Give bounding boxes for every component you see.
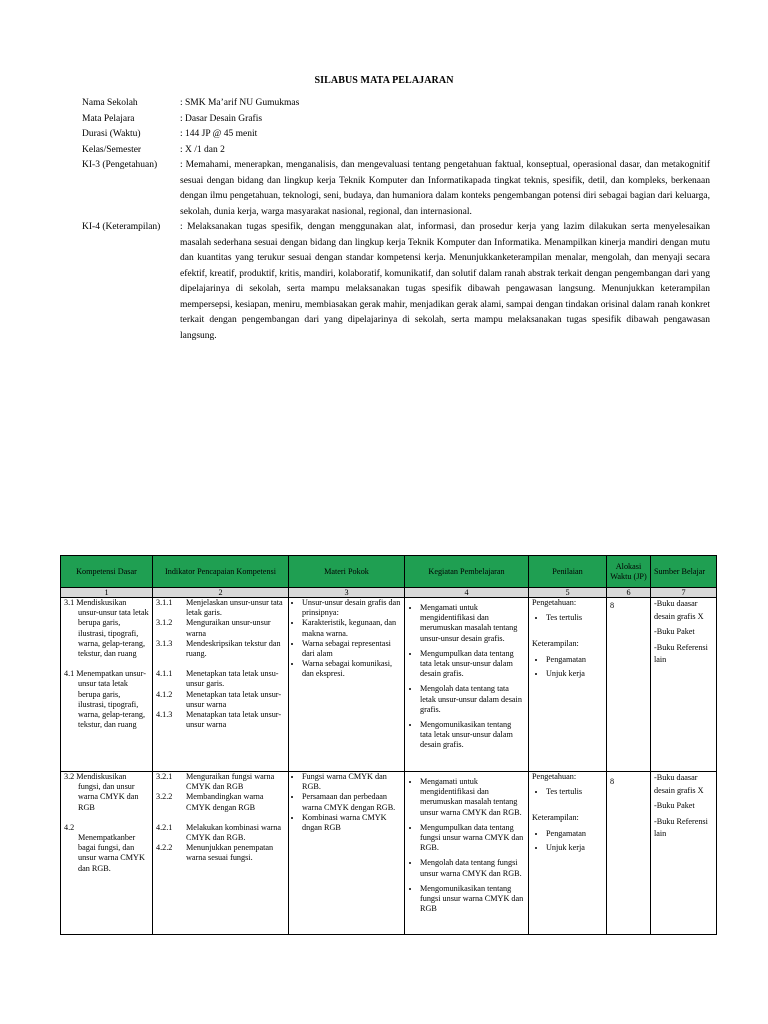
kegiatan-item: • Mengumpulkan data tentang tata letak unsur-unsur dalam desain grafis. bbox=[420, 649, 525, 680]
indikator-number: 3.2.2 bbox=[156, 792, 173, 802]
table-header-row bbox=[61, 556, 717, 588]
kegiatan-item: • Mengumpulkan data tentang fungsi unsur warna CMYK dan RGB. bbox=[420, 823, 525, 854]
header-cell: Sumber Belajar bbox=[651, 556, 717, 588]
syllabus-table bbox=[60, 555, 717, 935]
table-row bbox=[61, 598, 717, 772]
column-number: 1 bbox=[61, 588, 153, 598]
indikator-text: Menunjukkan penempatan warna sesuai fungsi. bbox=[186, 843, 274, 863]
penilaian-item: • Unjuk kerja bbox=[546, 843, 603, 853]
indikator-number: 4.2.1 bbox=[156, 822, 173, 832]
alokasi-value: 8 bbox=[610, 777, 615, 786]
kegiatan-item: • Mengamati untuk mengidentifikasi dan merumuskan masalah tentang unsur-unsur desain grafis. bbox=[420, 603, 525, 644]
info-label: Kelas/Semester bbox=[82, 144, 142, 155]
penilaian-label: Keterampilan: bbox=[532, 813, 579, 823]
materi-pokok-cell bbox=[289, 598, 405, 772]
indikator-text: Menguraikan fungsi warna CMYK dan RGB bbox=[186, 772, 275, 792]
indikator-text: Menjelaskan unsur-unsur tata letak garis. bbox=[186, 598, 283, 618]
indikator-number: 4.1.2 bbox=[156, 689, 173, 699]
sumber-item: -Buku daasar desain grafis X bbox=[654, 773, 704, 795]
header-cell: Alokasi Waktu (JP) bbox=[607, 556, 651, 588]
info-label: Durasi (Waktu) bbox=[82, 129, 141, 139]
penilaian-cell bbox=[529, 598, 607, 772]
kd-item: 3.1 Mendiskusikan unsur-unsur tata letak berupa garis, ilustrasi, tipografi, warna, gelap-terang, tekstur, dan ruang bbox=[64, 598, 149, 659]
info-row-ki4 bbox=[82, 220, 710, 344]
sumber-item: -Buku daasar desain grafis X bbox=[654, 599, 704, 621]
indikator-number: 3.1.2 bbox=[156, 618, 173, 628]
info-value: : Dasar Desain Grafis bbox=[180, 113, 263, 124]
column-number: 3 bbox=[289, 588, 405, 598]
header-cell: Penilaian bbox=[529, 556, 607, 588]
penilaian-cell bbox=[529, 772, 607, 935]
indikator-item bbox=[156, 618, 285, 638]
info-row-class bbox=[82, 143, 710, 159]
indikator-text: Melakukan kombinasi warna CMYK dan RGB. bbox=[186, 822, 282, 843]
alokasi-cell bbox=[607, 598, 651, 772]
alokasi-value: 8 bbox=[610, 601, 615, 610]
info-row-school bbox=[82, 96, 710, 112]
kegiatan-item: • Mengamati untuk mengidentifikasi dan merumuskan masalah tentang unsur warna CMYK dan RGB. bbox=[420, 777, 525, 818]
indikator-text: Mendeskripsikan tekstur dan ruang. bbox=[186, 638, 281, 659]
info-row-subject bbox=[82, 112, 710, 128]
header-cell: Kompetensi Dasar bbox=[61, 556, 153, 588]
indikator-cell bbox=[153, 598, 289, 772]
indikator-text: Menatapkan tata letak unsur-unsur warna bbox=[186, 710, 282, 730]
indikator-item bbox=[156, 823, 285, 843]
indikator-text: Menetapkan tata letak unsu-unsur garis. bbox=[186, 669, 279, 689]
header-cell: Indikator Pencapaian Kompetensi bbox=[153, 556, 289, 588]
materi-item: • Warna sebagai komunikasi, dan ekspresi. bbox=[302, 659, 401, 679]
info-label: KI-3 (Pengetahuan) bbox=[82, 160, 158, 170]
sumber-cell bbox=[651, 598, 717, 772]
header-cell: Kegiatan Pembelajaran bbox=[405, 556, 529, 588]
info-label: KI-4 (Keterampilan) bbox=[82, 222, 161, 232]
info-value: : Melaksanakan tugas spesifik, dengan menggunakan alat, informasi, dan prosedur kerja yang lazim dilakukan serta menyelesaikan masalah sederhana sesuai dengan bidang dan lingkup kerja Teknik Komputer dan Informatika. Menampilkan kinerja mandiri dengan mutu dan kuantitas yang terukur sesuai dengan standar kompetensi kerja. Menunjukkanketerampilan menalar, mengolah, dan menyaji secara efektif, kreatif, produktif, kritis, mandiri, kolaboratif, komunikatif, dan solutif dalam ranah abstrak terkait dengan pengembangan dari yang dipelajarinya di sekolah, serta mampu melaksanakan tugas spesifik dibawah pengawasan langsung. Menunjukkan keterampilan mempersepsi, kesiapan, meniru, membiasakan gerak mahir, menjadikan gerak alami, sampai dengan tindakan orisinal dalam ranah konkret terkait dengan pengembangan dari yang dipelajarinya di sekolah, serta mampu melaksanakan tugas spesifik dibawah pengawasan langsung. bbox=[180, 222, 710, 341]
sumber-item: -Buku Referensi lain bbox=[654, 642, 708, 664]
alokasi-cell bbox=[607, 772, 651, 935]
sumber-cell bbox=[651, 772, 717, 935]
sumber-item: -Buku Paket bbox=[654, 627, 695, 636]
indikator-text: Menetapkan tata letak unsur-unsur warna bbox=[186, 689, 282, 709]
kd-item: 3.2 Mendiskusikan fungsi, dan unsur warna CMYK dan RGB bbox=[64, 772, 139, 812]
indikator-cell bbox=[153, 772, 289, 935]
info-value: : SMK Ma’arif NU Gumukmas bbox=[180, 98, 300, 108]
penilaian-item: • Tes tertulis bbox=[546, 613, 603, 623]
sumber-item: -Buku Paket bbox=[654, 801, 695, 810]
penilaian-item: • Pengamatan bbox=[546, 655, 603, 665]
penilaian-item: • Pengamatan bbox=[546, 829, 603, 839]
materi-item: • Persamaan dan perbedaan warna CMYK dengan RGB. bbox=[302, 792, 401, 812]
materi-pokok-cell bbox=[289, 772, 405, 935]
materi-item: • Fungsi warna CMYK dan RGB. bbox=[302, 772, 401, 792]
indikator-number: 3.1.1 bbox=[156, 598, 173, 607]
indikator-number: 4.2.2 bbox=[156, 843, 173, 853]
column-number: 7 bbox=[651, 588, 717, 598]
header-cell: Materi Pokok bbox=[289, 556, 405, 588]
info-label: Nama Sekolah bbox=[82, 98, 138, 108]
kegiatan-cell bbox=[405, 598, 529, 772]
column-number-row bbox=[61, 588, 717, 598]
info-value: : 144 JP @ 45 menit bbox=[180, 129, 258, 139]
indikator-number: 3.1.3 bbox=[156, 638, 173, 648]
column-number: 5 bbox=[529, 588, 607, 598]
column-number: 4 bbox=[405, 588, 529, 598]
penilaian-item: • Tes tertulis bbox=[546, 787, 603, 797]
indikator-item bbox=[156, 710, 285, 730]
indikator-text: Menguraikan unsur-unsur warna bbox=[186, 618, 271, 638]
indikator-item bbox=[156, 639, 285, 659]
kd-item: 4.2 bbox=[64, 822, 75, 832]
materi-item: • Warna sebagai representasi dari alam bbox=[302, 639, 401, 659]
info-row-ki3 bbox=[82, 158, 710, 220]
column-number: 6 bbox=[607, 588, 651, 598]
materi-item: • Unsur-unsur desain grafis dan prinsipnya: bbox=[302, 598, 401, 618]
kd-item: Menempatkanber bagai fungsi, dan unsur warna CMYK dan RGB. bbox=[78, 833, 145, 873]
indikator-number: 4.1.3 bbox=[156, 710, 173, 720]
materi-item: • Kombinasi warna CMYK dngan RGB bbox=[302, 813, 401, 833]
penilaian-item: • Unjuk kerja bbox=[546, 669, 603, 679]
indikator-item bbox=[156, 843, 285, 863]
info-value: : X /1 dan 2 bbox=[180, 144, 225, 155]
indikator-item bbox=[156, 792, 285, 812]
indikator-number: 3.2.1 bbox=[156, 772, 173, 781]
kegiatan-item: • Mengolah data tentang tata letak unsur-unsur dalam desain grafis. bbox=[420, 684, 525, 715]
column-number: 2 bbox=[153, 588, 289, 598]
materi-item: • Karakteristik, kegunaan, dan makna warna. bbox=[302, 618, 401, 638]
indikator-text: Membandingkan warna CMYK dengan RGB bbox=[186, 792, 264, 812]
sumber-item: -Buku Referensi lain bbox=[654, 816, 708, 838]
indikator-item bbox=[156, 598, 285, 618]
indikator-item bbox=[156, 690, 285, 710]
indikator-item bbox=[156, 772, 285, 792]
info-label: Mata Pelajara bbox=[82, 113, 135, 124]
indikator-number: 4.1.1 bbox=[156, 669, 173, 679]
penilaian-label: Keterampilan: bbox=[532, 639, 579, 649]
kompetensi-dasar-cell bbox=[61, 772, 153, 935]
table-row bbox=[61, 772, 717, 935]
kompetensi-dasar-cell bbox=[61, 598, 153, 772]
syllabus-info bbox=[82, 96, 710, 344]
indikator-item bbox=[156, 669, 285, 689]
kegiatan-item: • Mengomunikasikan tentang tata letak unsur-unsur dalam desain grafis. bbox=[420, 720, 525, 751]
penilaian-label: Pengetahuan: bbox=[532, 772, 577, 781]
kd-item: 4.1 Menempatkan unsur-unsur tata letak berupa garis, ilustrasi, tipografi, warna, gelap-terang, tekstur, dan ruang bbox=[64, 669, 146, 730]
kegiatan-item: • Mengomunikasikan tentang fungsi unsur warna CMYK dan RGB bbox=[420, 884, 525, 915]
kegiatan-item: • Mengolah data tentang fungsi unsur warna CMYK dan RGB. bbox=[420, 858, 525, 878]
info-row-duration bbox=[82, 127, 710, 143]
info-value: : Memahami, menerapkan, menganalisis, dan mengevaluasi tentang pengetahuan faktual, konseptual, operasional dasar, dan metakognitif sesuai dengan bidang dan lingkup kerja Teknik Komputer dan Informatikapada tingkat teknis, spesifik, detil, dan kompleks, berkenaan dengan ilmu pengetahuan, teknologi, seni, budaya, dan humaniora dalam konteks pengembangan potensi diri sebagai bagian dari keluarga, sekolah, dunia kerja, warga masyarakat nasional, regional, dan internasional. bbox=[180, 160, 710, 217]
penilaian-label: Pengetahuan: bbox=[532, 598, 577, 607]
kegiatan-cell bbox=[405, 772, 529, 935]
document-title: SILABUS MATA PELAJARAN bbox=[314, 75, 454, 86]
